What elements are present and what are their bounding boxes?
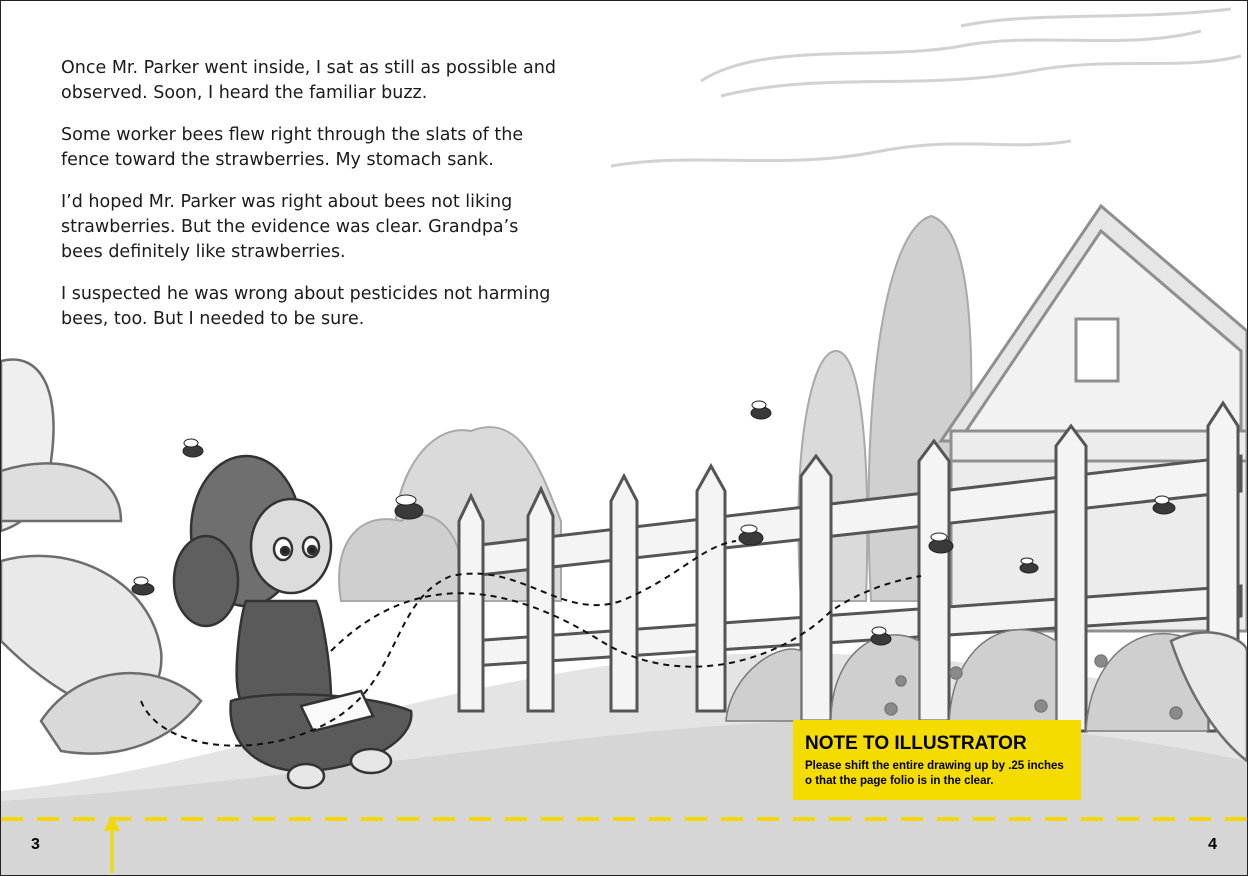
story-paragraph: Once Mr. Parker went inside, I sat as still as possible and observed. Soon, I heard the familiar buzz.	[61, 58, 556, 103]
story-paragraph: I’d hoped Mr. Parker was right about bees not liking strawberries. But the evidence was clear. Grandpa’s bees definitely like strawberries.	[61, 192, 519, 262]
clouds	[611, 9, 1241, 166]
house	[941, 206, 1247, 631]
story-paragraph: I suspected he was wrong about pesticides not harming bees, too. But I needed to be sure.	[61, 284, 551, 329]
note-body: Please shift the entire drawing up by .25 inches o that the page folio is in the clear.	[805, 760, 1064, 787]
page-number-left: 3	[31, 836, 40, 853]
page-number-right: 4	[1208, 836, 1217, 853]
illustrator-note	[793, 720, 1081, 800]
story-text	[61, 56, 561, 349]
note-title: NOTE TO ILLUSTRATOR	[805, 733, 1027, 754]
story-paragraph: Some worker bees flew right through the slats of the fence toward the strawberries. My stomach sank.	[61, 125, 524, 170]
